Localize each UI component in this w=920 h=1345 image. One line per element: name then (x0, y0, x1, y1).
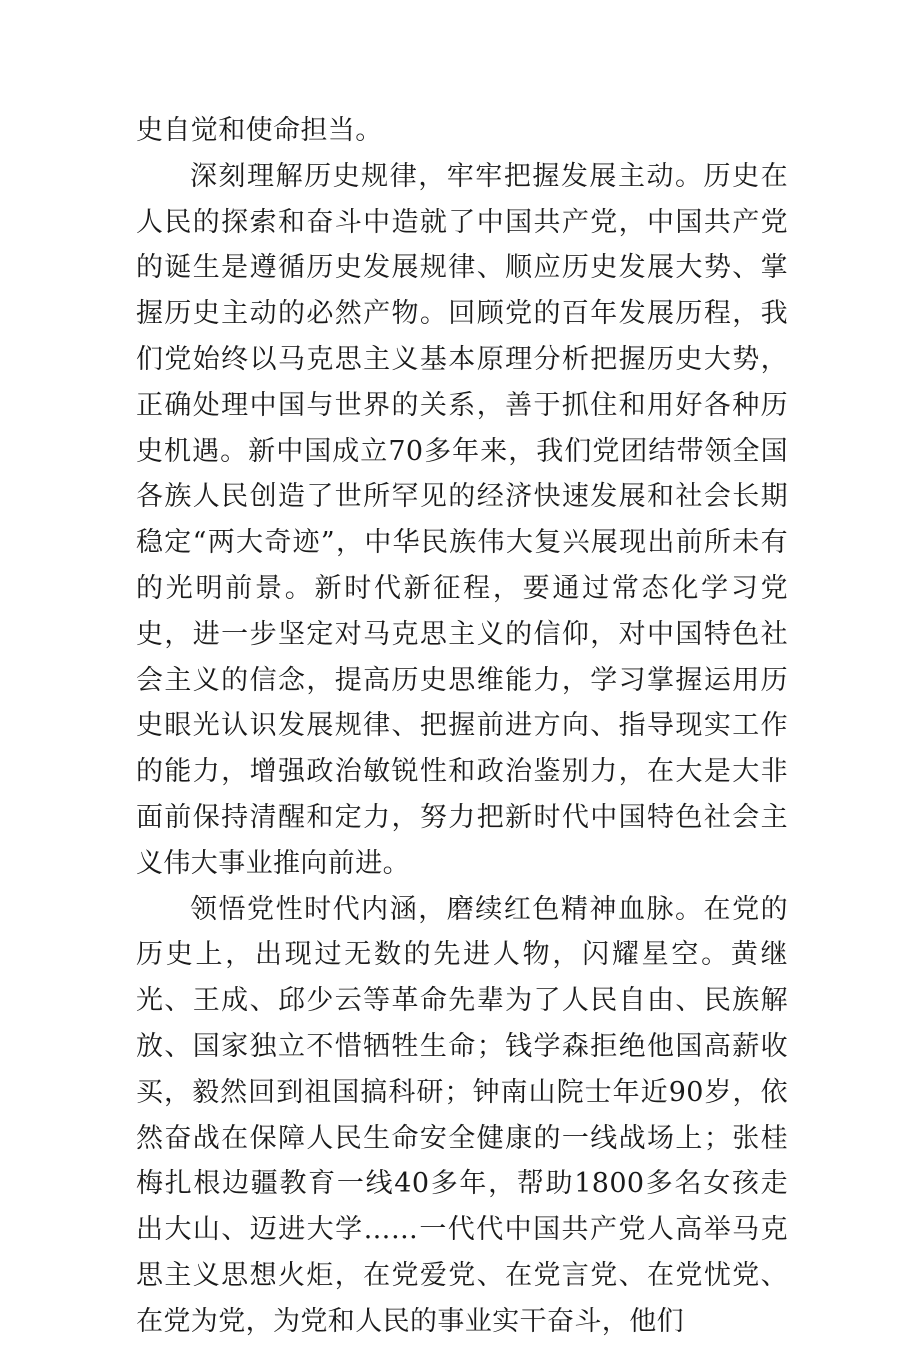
paragraph-party-spirit: 领悟党性时代内涵，磨续红色精神血脉。在党的历史上，出现过无数的先进人物，闪耀星空。黄继光、王成、邱少云等革命先辈为了人民自由、民族解放、国家独立不惜牺牲生命；钱学森拒绝他国高薪收买，毅然回到祖国搞科研；钟南山院士年近90岁，依然奋战在保障人民生命安全健康的一线战场上；张桂梅扎根边疆教育一线40多年，帮助1800多名女孩走出大山、迈进大学……一代代中国共产党人高举马克思主义思想火炬，在党爱党、在党言党、在党忧党、在党为党，为党和人民的事业实干奋斗，他们 (136, 893, 788, 1337)
paragraph-continuation: 史自觉和使命担当。 (136, 115, 383, 146)
document-body (136, 108, 788, 1345)
paragraph-history-law: 深刻理解历史规律，牢牢把握发展主动。历史在人民的探索和奋斗中造就了中国共产党，中国共产党的诞生是遵循历史发展规律、顺应历史发展大势、掌握历史主动的必然产物。回顾党的百年发展历程，我们党始终以马克思主义基本原理分析把握历史大势，正确处理中国与世界的关系，善于抓住和用好各种历史机遇。新中国成立70多年来，我们党团结带领全国各族人民创造了世所罕见的经济快速发展和社会长期稳定“两大奇迹”，中华民族伟大复兴展现出前所未有的光明前景。新时代新征程，要通过常态化学习党史，进一步坚定对马克思主义的信仰，对中国特色社会主义的信念，提高历史思维能力，学习掌握运用历史眼光认识发展规律、把握前进方向、指导现实工作的能力，增强政治敏锐性和政治鉴别力，在大是大非面前保持清醒和定力，努力把新时代中国特色社会主义伟大事业推向前进。 (136, 160, 788, 879)
